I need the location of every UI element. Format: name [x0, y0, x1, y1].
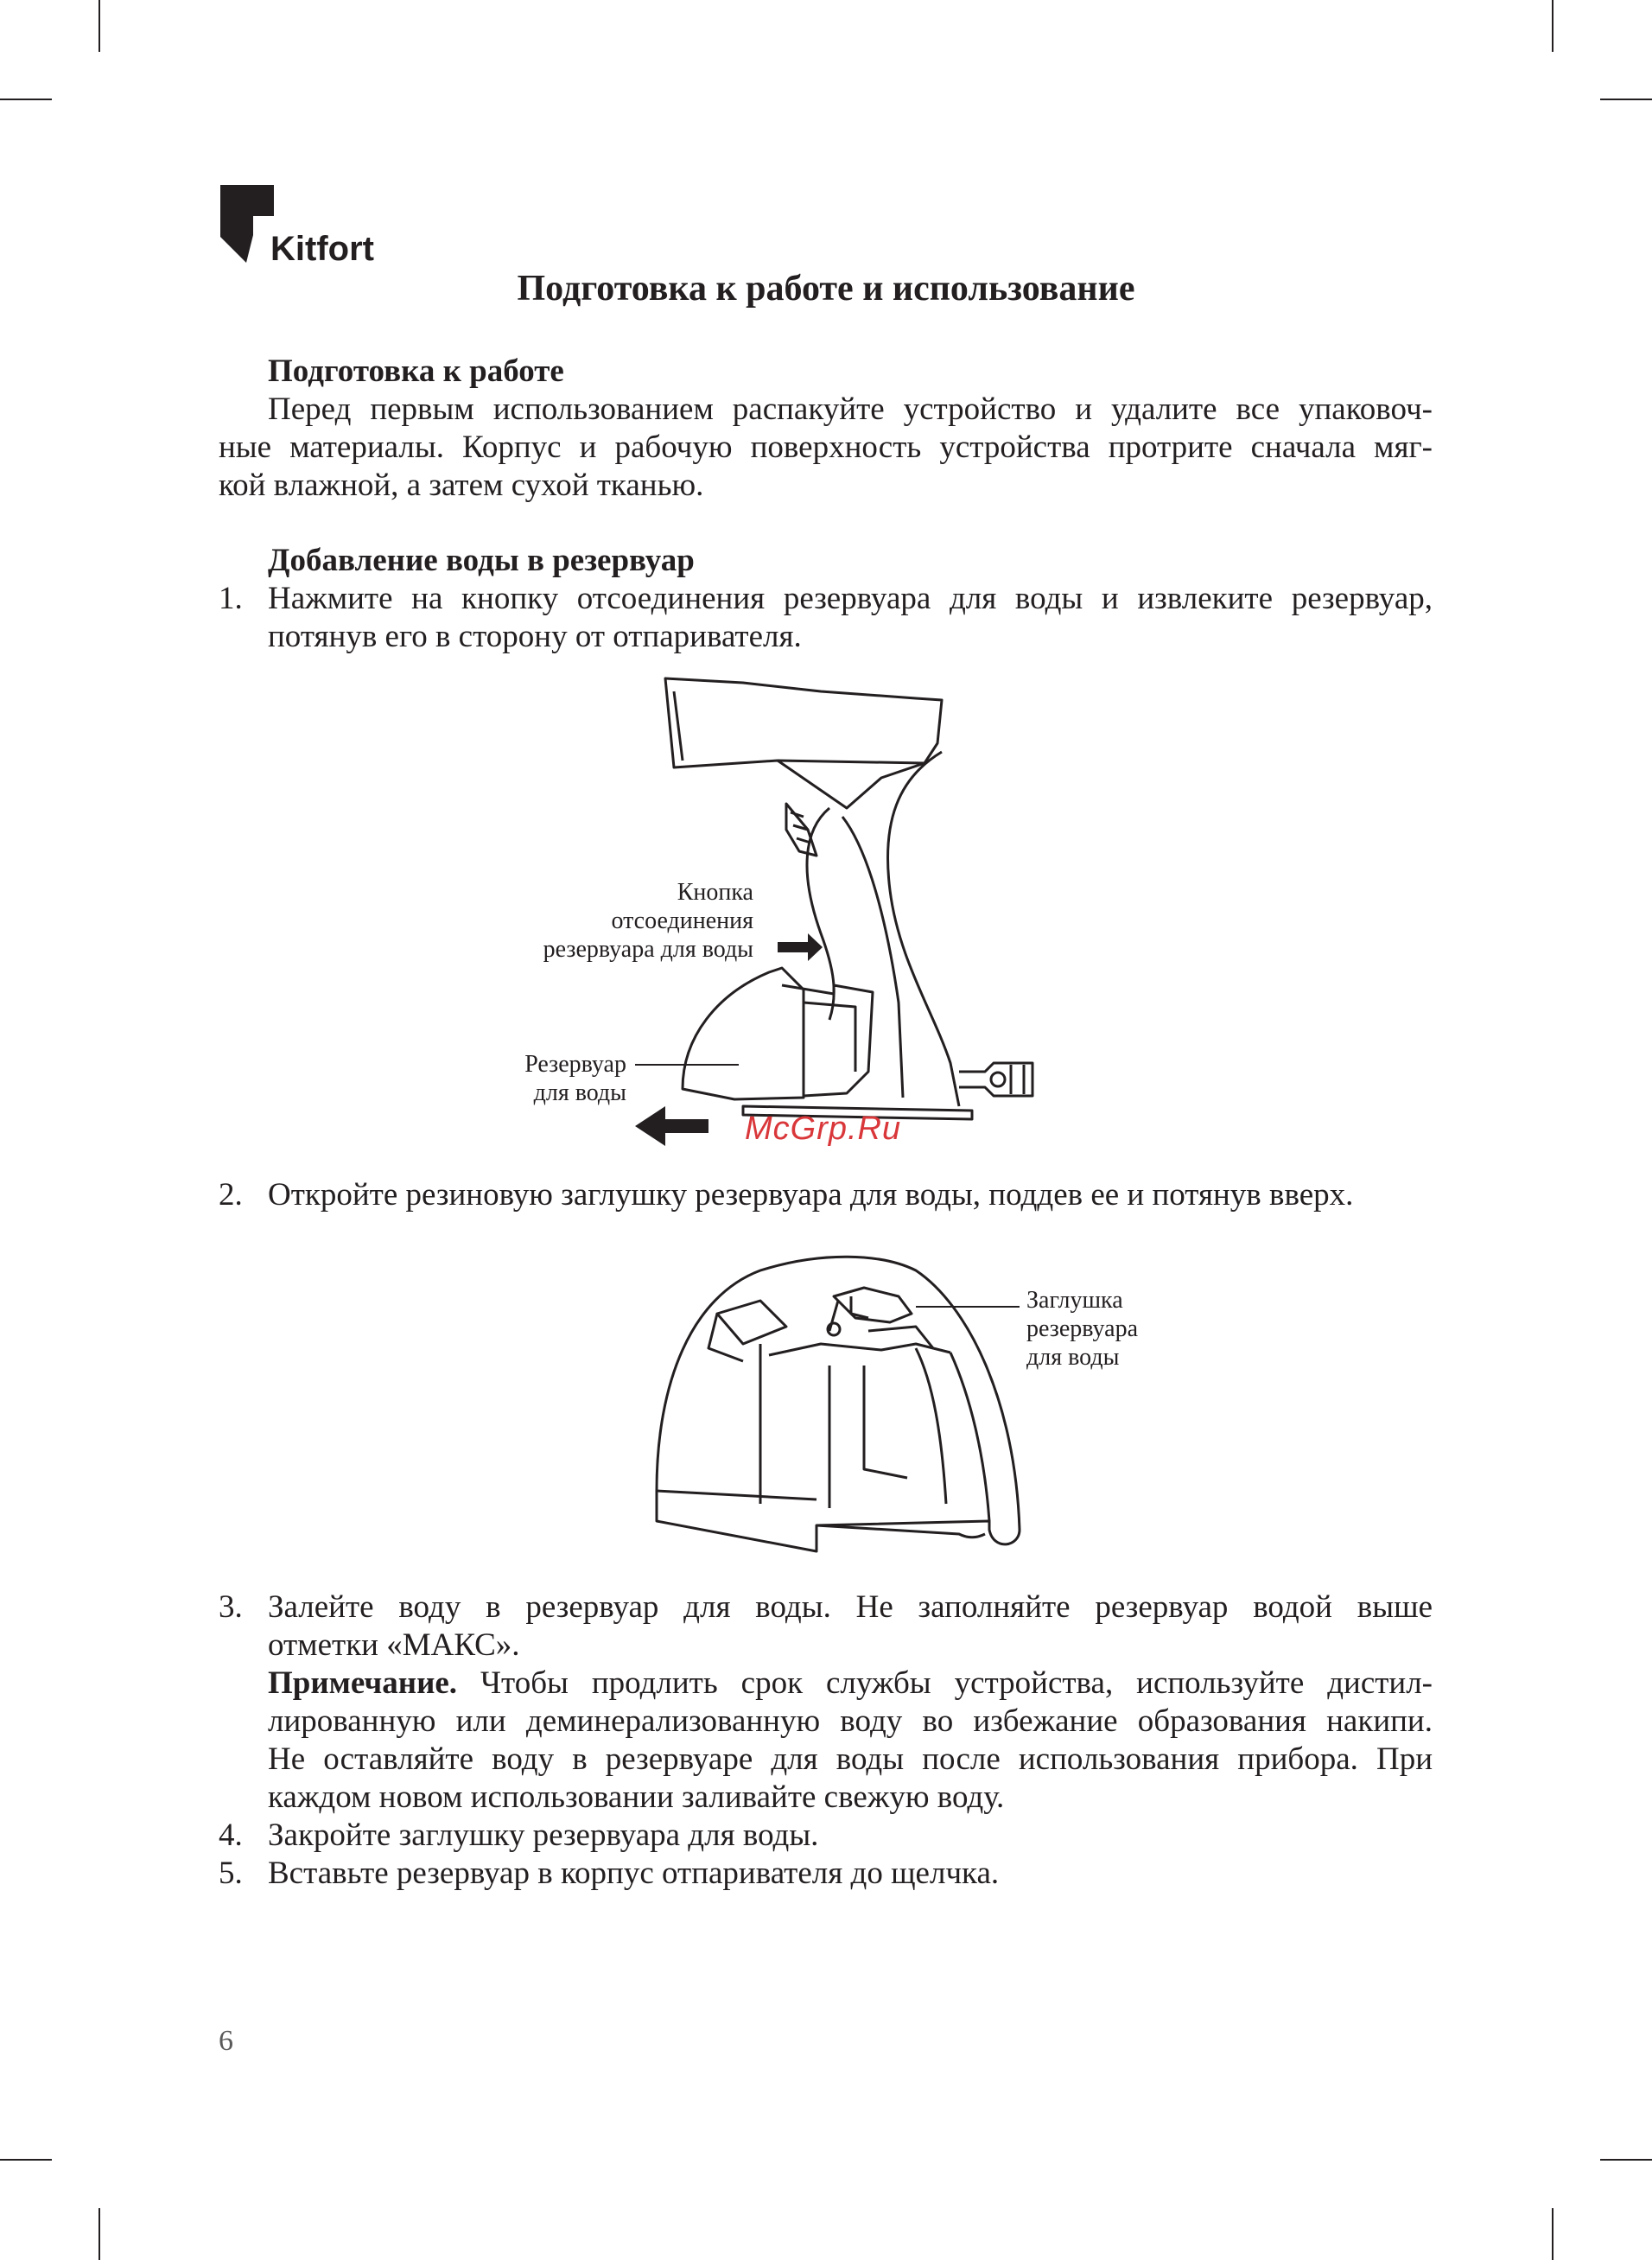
- note-line: лированную или деминерализованную воду во избежание образования накипи.: [268, 1703, 1433, 1739]
- step-text: Нажмите на кнопку отсоединения резервуара для воды и извлеките резервуар,: [268, 581, 1433, 616]
- callout-plug-line: для воды: [1026, 1344, 1120, 1371]
- step-number: 1.: [219, 581, 243, 616]
- step-text: Залейте воду в резервуар для воды. Не заполняйте резервуар водой выше: [268, 1589, 1433, 1625]
- step-number: 5.: [219, 1856, 243, 1891]
- callout-tank-line: Резервуар: [524, 1051, 626, 1078]
- callout-plug-line: резервуара: [1026, 1315, 1139, 1342]
- crop-mark: [0, 99, 52, 100]
- crop-mark: [1600, 99, 1652, 100]
- step-number: 2.: [219, 1177, 243, 1213]
- note-line: [268, 1665, 1433, 1703]
- paragraph-line: Перед первым использованием распакуйте устройство и удалите все упаковоч-: [268, 392, 1433, 427]
- callout-button-line: отсоединения: [611, 907, 753, 934]
- crop-mark: [1552, 2208, 1554, 2260]
- crop-mark: [0, 2159, 52, 2161]
- step-text: потянув его в сторону от отпаривателя.: [268, 619, 802, 654]
- watermark: McGrp.Ru: [745, 1111, 902, 1147]
- section-heading: Подготовка к работе: [268, 353, 564, 389]
- step-text: Откройте резиновую заглушку резервуара для воды, поддев ее и потянув вверх.: [268, 1177, 1354, 1213]
- note-label: Примечание.: [268, 1665, 458, 1701]
- note-line: Не оставляйте воду в резервуаре для воды после использования прибора. При: [268, 1741, 1433, 1777]
- crop-mark: [1600, 2159, 1652, 2161]
- step-text: Закройте заглушку резервуара для воды.: [268, 1818, 819, 1853]
- page-title: Подготовка к работе и использование: [517, 269, 1135, 309]
- brand-name: Kitfort: [270, 230, 374, 268]
- callout-button-line: резервуара для воды: [543, 936, 753, 963]
- note-line: каждом новом использовании заливайте свежую воду.: [268, 1779, 1005, 1815]
- crop-mark: [1552, 0, 1554, 52]
- callout-tank-line: для воды: [533, 1079, 626, 1106]
- paragraph-line: ные материалы. Корпус и рабочую поверхность устройства протрите сначала мяг-: [219, 430, 1433, 465]
- step-text: Вставьте резервуар в корпус отпаривателя до щелчка.: [268, 1856, 1000, 1891]
- step-number: 4.: [219, 1818, 243, 1853]
- callout-button-line: Кнопка: [677, 879, 753, 906]
- paragraph-line: кой влажной, а затем сухой тканью.: [219, 468, 704, 503]
- section-heading: Добавление воды в резервуар: [268, 543, 695, 578]
- crop-mark: [98, 2208, 100, 2260]
- note-text: Чтобы продлить срок службы устройства, используйте дистил-: [457, 1665, 1433, 1701]
- step-text: отметки «МАКС».: [268, 1627, 520, 1663]
- step-number: 3.: [219, 1589, 243, 1625]
- callout-plug-line: Заглушка: [1026, 1287, 1123, 1314]
- page-number: 6: [219, 2025, 233, 2057]
- crop-mark: [98, 0, 100, 52]
